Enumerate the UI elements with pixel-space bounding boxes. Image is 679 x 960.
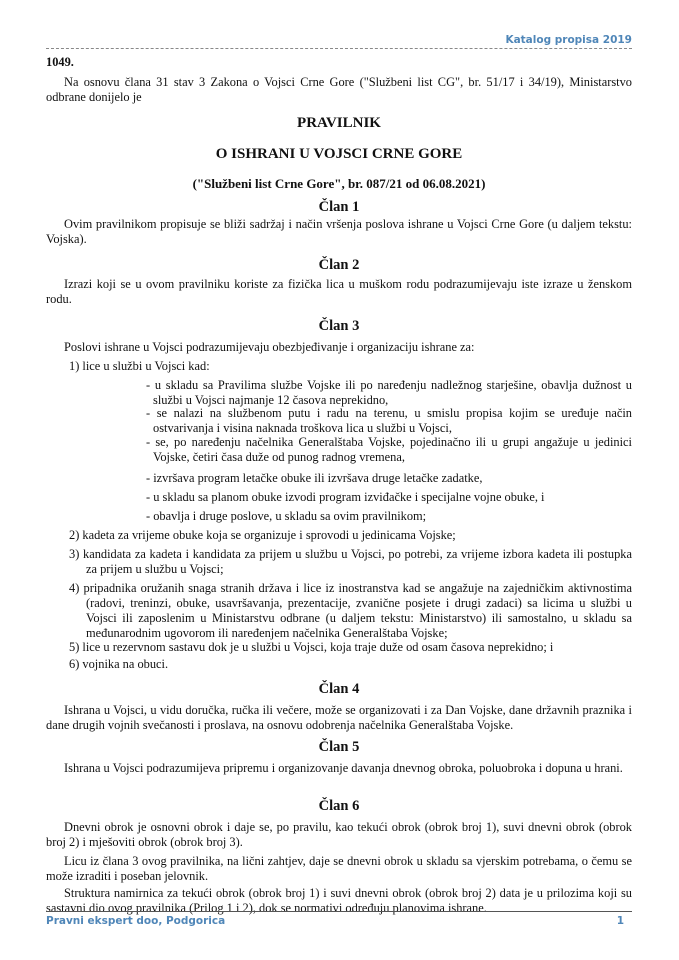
sub-list-item: - obavlja i druge poslove, u skladu sa ovim pravilnikom; <box>146 509 427 523</box>
article-paragraph: Ovim pravilnikom propisuje se bliži sadržaj i način vršenja poslova ishrane u Vojsci Crne Gore (u daljem tekstu: Vojska). <box>46 217 632 246</box>
article-paragraph: Licu iz člana 3 ovog pravilnika, na lični zahtjev, daje se dnevni obrok u skladu sa vjerskim potrebama, o čemu se može izraditi i poseban jelovnik. <box>46 854 632 883</box>
article-paragraph: Izrazi koji se u ovom pravilniku koriste za fizička lica u muškom rodu podrazumijevaju iste izraze u ženskom rodu. <box>46 277 632 306</box>
gazette-citation: ("Službeni list Crne Gore", br. 087/21 od 06.08.2021) <box>192 176 486 191</box>
document-number: 1049. <box>46 55 74 69</box>
article-paragraph: Struktura namirnica za tekući obrok (obrok broj 1) i suvi dnevni obrok (obrok broj 2) data je u prilozima koji su sastavni dio ovog pravilnika (Prilog 1 i 2), dok se normativi određuju planovima ishrane. <box>46 886 632 915</box>
sub-list-item: - izvršava program letačke obuke ili izvršava druge letačke zadatke, <box>146 471 483 485</box>
footer-divider <box>46 911 632 912</box>
header-divider <box>46 48 632 49</box>
article-intro: Poslovi ishrane u Vojsci podrazumijevaju obezbjeđivanje i organizaciju ishrane za: <box>64 340 475 354</box>
list-item: 2) kadeta za vrijeme obuke koja se organizuje i sprovodi u jedinicama Vojske; <box>69 528 456 542</box>
page-footer <box>46 914 632 929</box>
document-subtitle: O ISHRANI U VOJSCI CRNE GORE <box>215 146 463 162</box>
article-paragraph: Dnevni obrok je osnovni obrok i daje se, po pravilu, kao tekući obrok (obrok broj 1), suvi dnevni obrok (obrok broj 2) i mješoviti obrok (obrok broj 3). <box>46 820 632 849</box>
list-item: 5) lice u rezervnom sastavu dok je u službi u Vojsci, koja traje duže od osam časova neprekidno; i <box>69 640 554 654</box>
article-heading: Član 2 <box>318 257 360 273</box>
document-title: PRAVILNIK <box>297 115 381 131</box>
article-heading: Član 4 <box>318 681 360 697</box>
article-paragraph: Ishrana u Vojsci, u vidu doručka, ručka ili večere, može se organizovati i za Dan Vojske, dane državnih praznika i dane drugih vojnih svečanosti i proslava, na osnovu odobrenja načelnika Generalštaba Vojske. <box>46 703 632 732</box>
list-item: 4) pripadnika oružanih snaga stranih država i lice iz inostranstva kad se angažuje na zajedničkim aktivnostima (radovi, treninzi, obuke, usavršavanja, prezentacije, zvanične posjete i drugi zadaci) sa licima u službi u Vojsci ili zaposlenim u Ministarstvu odbrane (u daljem tekstu: Ministarstvo) ili samostalno, u skladu sa međunarodnim ugovorom ili naređenjem načelnika Generalštaba Vojske; <box>69 581 632 640</box>
sub-list-item: - se nalazi na službenom putu i radu na terenu, u smislu propisa kojim se uređuje način ostvarivanja i visina naknada troškova lica u službi u Vojsci, <box>146 406 632 435</box>
article-paragraph: Ishrana u Vojsci podrazumijeva pripremu i organizovanje davanja dnevnog obroka, poluobroka i dopuna u hrani. <box>64 761 623 775</box>
publisher-name: Pravni ekspert doo, Podgorica <box>46 915 226 927</box>
list-item: 3) kandidata za kadeta i kandidata za prijem u službu u Vojsci, po potrebi, za vrijeme izbora kadeta ili postupka za prijem u službu u Vojsci; <box>69 547 632 576</box>
sub-list-item: - u skladu sa planom obuke izvodi program izviđačke i specijalne vojne obuke, i <box>146 490 545 504</box>
sub-list-item: - se, po naređenju načelnika Generalštaba Vojske, pojedinačno ili u grupi angažuje u jedinici Vojske, četiri časa duže od punog radnog vremena, <box>146 435 632 464</box>
list-item: 1) lice u službi u Vojsci kad: <box>69 359 210 373</box>
list-item: 6) vojnika na obuci. <box>69 657 169 671</box>
article-heading: Član 6 <box>318 798 360 814</box>
sub-list-item: - u skladu sa Pravilima službe Vojske ili po naređenju nadležnog starješine, obavlja dužnost u službi u Vojsci najmanje 12 časova neprekidno, <box>146 378 632 407</box>
article-heading: Član 5 <box>318 739 360 755</box>
article-heading: Član 3 <box>318 318 360 334</box>
catalog-header: Katalog propisa 2019 <box>505 34 632 46</box>
article-heading: Član 1 <box>318 199 360 215</box>
preamble: Na osnovu člana 31 stav 3 Zakona o Vojsci Crne Gore ("Službeni list CG", br. 51/17 i 34/19), Ministarstvo odbrane donijelo je <box>46 75 632 104</box>
page-number: 1 <box>616 915 624 927</box>
